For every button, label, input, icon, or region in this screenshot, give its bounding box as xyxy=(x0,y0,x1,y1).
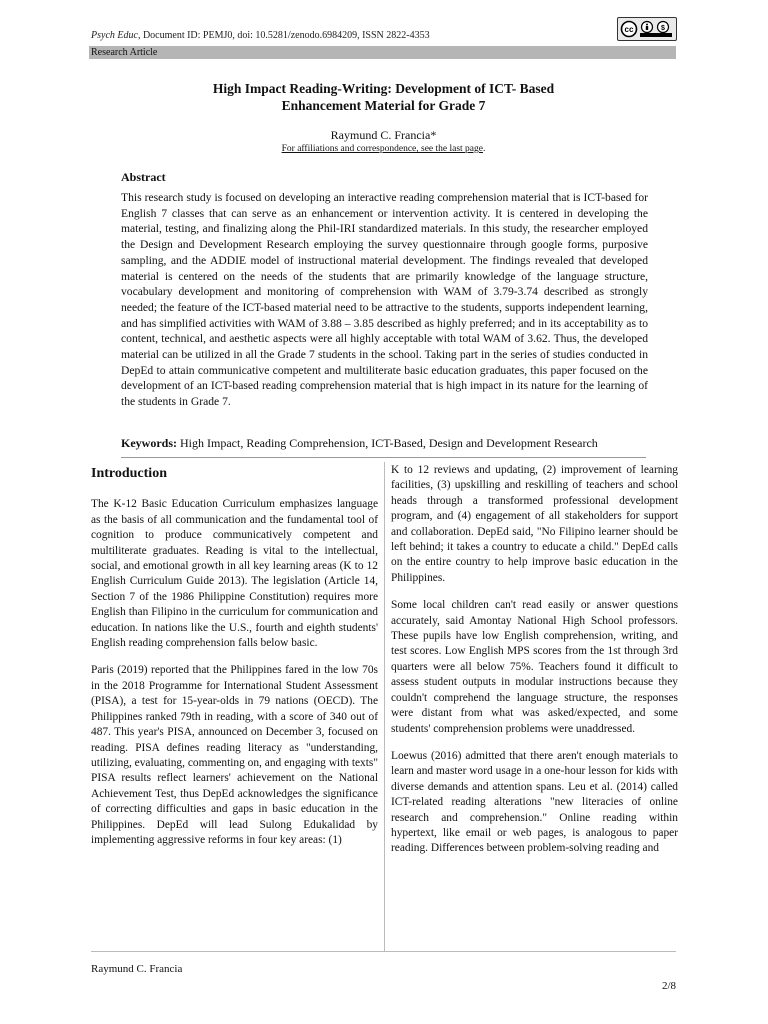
journal-name: Psych Educ xyxy=(91,30,138,41)
article-type-bar: Research Article xyxy=(89,46,676,59)
paragraph: Loewus (2016) admitted that there aren't enough materials to learn and master word usage in a one-hour lesson for kids with diverse demands and attention spans. Leu et al. (2014) called ICT-related reading alterations "new literacies of online research and comprehension." Online reading within hypertext, like email or web pages, is analogous to paper reading. Differences between problem-solving reading and xyxy=(391,749,678,855)
footer-divider xyxy=(91,951,676,952)
page-number: 2/8 xyxy=(661,980,676,992)
title-line-2: Enhancement Material for Grade 7 xyxy=(281,98,486,113)
paper-title xyxy=(91,80,676,114)
footer-author: Raymund C. Francia xyxy=(91,963,183,975)
keywords-label: Keywords: xyxy=(121,436,177,450)
author-name: Raymund C. Francia* xyxy=(330,128,437,142)
abstract-divider xyxy=(121,457,646,458)
left-column xyxy=(91,466,378,860)
column-divider xyxy=(384,462,385,952)
paragraph: Some local children can't read easily or answer questions accurately, said Amontay National High School professors. These pupils have low English comprehension, writing, and test scores. Low English MPS scores from the 1st through 3rd quarters were all below 75%. Teachers found it difficult to assess student outputs in modular instructions because they couldn't comprehend the language structure, the responses were distant from what was asked/expected, and some students' comprehension problems were unaddressed. xyxy=(391,599,678,735)
keywords-list: High Impact, Reading Comprehension, ICT-Based, Design and Development Research xyxy=(180,436,598,450)
cc-license-badge[interactable] xyxy=(617,17,677,41)
abstract-text: This research study is focused on developing an interactive reading comprehension material that is ICT-based for English 7 classes that can serve as an enhancement or intervention activity. It is centered in developing the material, testing, and finalizing along the Phil-IRI standardized materials. In this study, the researcher employed the Design and Development Research employing the survey questionnaire through google forms, purposive sampling, and the ADDIE model of instructional material development. The findings revealed that developed material is centered on the needs of the students that are primarily knowledge of the language structure, vocabulary development and monitoring of comprehension with WAM of 3.79-3.74 described as strongly needed; the feature of the ICT-based material need to be attractive to the students, supports independent learning, and has simplified activities with WAM of 3.88 – 3.85 described as highly preferred; and in its acceptability as to content, technical, and aesthetic aspects were all highly acceptable with total WAM of 3.62. Thus, the developed material can be utilized in all the Grade 7 students in the school. Taking part in the series of studies conducted in DepEd to attain communicative competent and multiliterate basic education graduates, this paper focused on the development of an ICT-based reading comprehension material that is high impact in its nature for the learning of the students in Grade 7. xyxy=(121,191,648,409)
svg-text:cc: cc xyxy=(624,25,634,34)
introduction-heading: Introduction xyxy=(91,466,167,481)
paragraph: K to 12 reviews and updating, (2) improvement of learning facilities, (3) upskilling and reskilling of teachers and school heads through a transformed professional development program, and (4) engagement of all stakeholders for support and collaboration. DepEd said, "No Filipino learner should be left behind; it takes a country to educate a child." DepEd calls on the entire country to help improve basic education in the Philippines. xyxy=(391,464,678,584)
paragraph: The K-12 Basic Education Curriculum emphasizes language as the basis of all communication and the fundamental tool of cognition to produce communicatively competent and multiliterate graduates. Reading is vital to the intellectual, social, and emotional growth in all key learning areas (K to 12 English Curriculum Guide 2013). The legislation (Article 14, Section 7 of the 1986 Philippine Constitution) requires more English than Filipino in the curriculum for communication and education. In nations like the U.S., fourth and eighth students' English reading comprehension falls below basic. xyxy=(91,498,378,650)
abstract-heading: Abstract xyxy=(121,170,166,184)
journal-header xyxy=(91,30,430,41)
keywords xyxy=(121,436,681,451)
paragraph: Paris (2019) reported that the Philippines fared in the low 70s in the 2018 Programme for International Student Assessment (PISA), a test for 15-year-olds in 79 nations (OECD). The Philippines ranked 79th in reading, with a score of 340 out of 487. This year's PISA, announced on December 3, focused on reading. PISA defines reading literacy as "understanding, utilizing, evaluating, commenting on, and engaging with texts" PISA results reflect learners' achievement on the National Achievement Test, thus DepEd acknowledges the significance of correcting difficulties and gaps in basic education in the Philippines. DepEd will lead Sulong Edukalidad by implementing aggressive reforms in four key areas: (1) xyxy=(91,664,378,846)
journal-info: , Document ID: PEMJ0, doi: 10.5281/zenodo.6984209, ISSN 2822-4353 xyxy=(137,30,430,41)
title-line-1: High Impact Reading-Writing: Development of ICT- Based xyxy=(212,81,555,96)
svg-text:$: $ xyxy=(661,25,665,32)
cc-by-nc-icon xyxy=(620,20,674,38)
right-column xyxy=(391,463,678,869)
affiliation-link[interactable]: For affiliations and correspondence, see the last page xyxy=(281,144,483,154)
affiliation-note: For affiliations and correspondence, see the last page. xyxy=(281,144,486,154)
